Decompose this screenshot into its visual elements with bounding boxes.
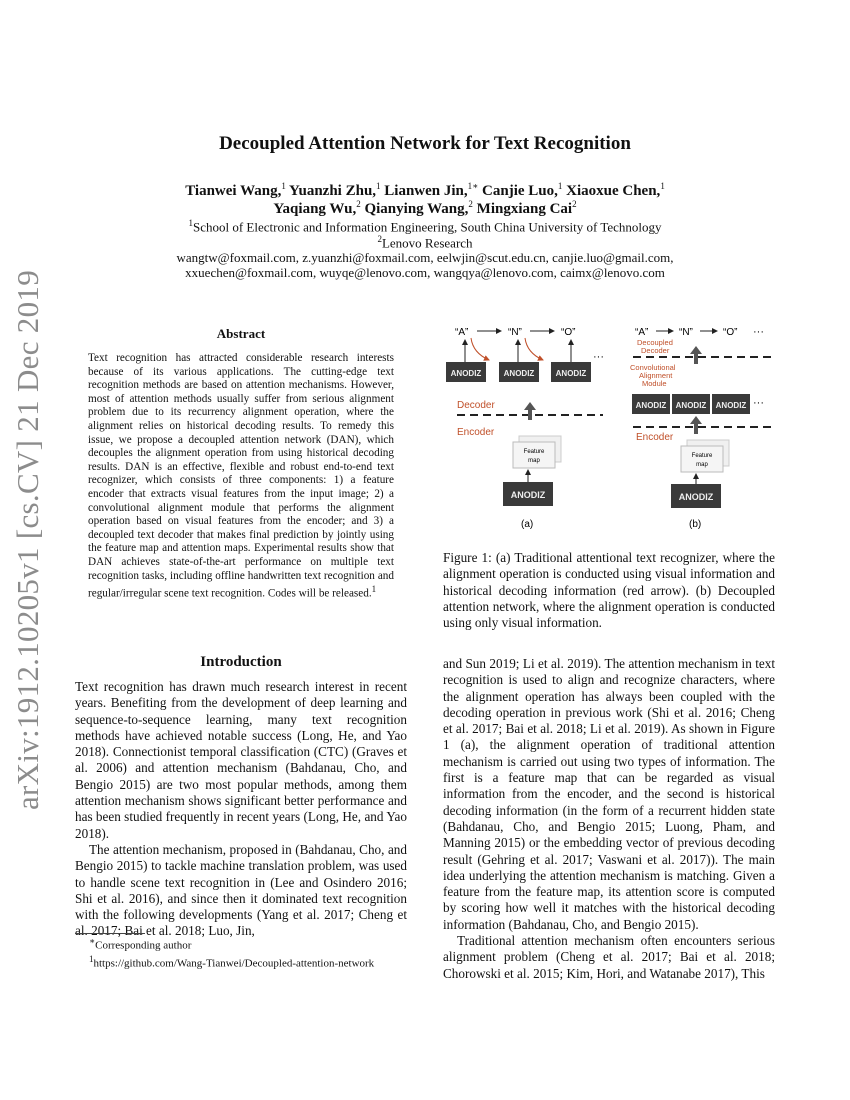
word-image-b1 [632,394,670,414]
panel-b-label: (b) [689,519,702,530]
affiliation-1: $^1$School of Electronic and Information Engineering, South China University of Technology [188,218,662,235]
decoupled-decoder-label-2: Decoder [641,346,670,355]
panel-a [446,327,604,530]
output-a-2: “N” [508,327,522,338]
intro-paragraph-2: The attention mechanism, proposed in (Bahdanau, Cho, and Bengio 2015) to tackle machine translation problem, was used to handle scene text recognition in (Lee and Osindero 2016; Shi et al. 2016), and since then it dominated text recognition with the following developments (Yang et al. 2017; Cheng et al. 2017; Bai et al. 2018; Luo, Jin, [75,841,407,939]
feature-map-b [681,440,729,472]
svg-text:map: map [696,462,708,468]
right-paragraph-2: Traditional attention mechanism often encounters serious alignment problem (Cheng et al. 2017; Bai et al. 2018; Chorowski et al. 2015; Kim, Hori, and Watanabe 2017), This [443,933,775,981]
output-a-3: “O” [561,327,576,338]
output-a-1: “A” [455,327,469,338]
encoder-label: Encoder [457,427,495,438]
svg-text:ANODIZ: ANODIZ [555,369,587,378]
author-line-1: Tianwei Wang,$^1$ Yuanzhi Zhu,$^1$ Lianwen Jin,$^{1∗}$ Canjie Luo,$^1$ Xiaoxue Chen,$^1$ [185,181,665,199]
word-image-a-input [503,482,553,506]
abstract-text: Text recognition has attracted considerable research interests because of its various applications. The cutting-edge text recognition methods are based on attention mechanisms. However, most of attention methods usually suffer from serious alignment problem due to its recurrency alignment operation, where the alignment relies on historical decoding results. To remedy this issue, we propose a decoupled attention network (DAN), which decouples the alignment operation from using historical decoding results. DAN is an effective, flexible and robust end-to-end text recognizer, which consists of three components: 1) a feature encoder that extracts visual features from the input image; 2) a convolutional alignment module that performs the alignment operation based on visual features from the encoder; and 3) a decoupled text decoder that makes final prediction by jointly using the feature map and attention maps. Experimental results show that DAN achieves state-of-the-art performance on multiple text recognition tasks, including offline handwritten text recognition and regular/irregular scene text recognition. Codes will be released.$^1$ [88,352,394,600]
svg-text:ANODIZ: ANODIZ [503,369,535,378]
cam-label-3: Module [642,379,667,388]
svg-text:ANODIZ: ANODIZ [675,401,707,410]
output-b-3: “O” [723,327,738,338]
footnotes [75,935,407,971]
panel-a-label: (a) [521,519,534,530]
panel-b [630,326,773,530]
ellipsis-b-top: ··· [753,326,764,338]
figure-1 [443,318,783,543]
svg-text:ANODIZ: ANODIZ [678,492,714,502]
svg-text:Feature: Feature [523,449,545,455]
word-image-a1 [446,362,486,382]
svg-text:Feature: Feature [691,453,713,459]
affiliation-2: $^2$Lenovo Research [377,234,473,251]
ellipsis-b: ··· [753,397,764,409]
decoder-label: Decoder [457,400,495,411]
svg-text:ANODIZ: ANODIZ [715,401,747,410]
abstract-heading: Abstract [216,326,266,341]
cam-label-2: Alignment [639,371,673,380]
output-b-1: “A” [635,327,649,338]
footnote-2: $^1$https://github.com/Wang-Tianwei/Decoupled-attention-network [89,954,375,970]
svg-text:ANODIZ: ANODIZ [510,490,546,500]
footnote-rule [75,933,145,934]
emails-line-1: wangtw@foxmail.com, z.yuanzhi@foxmail.com, eelwjin@scut.edu.cn, canjie.luo@gmail.com, [176,250,674,265]
ellipsis-a: ··· [593,351,604,363]
footnote-1: ∗Corresponding author [89,936,192,952]
output-b-2: “N” [679,327,693,338]
introduction-left-column [75,679,407,940]
introduction-heading: Introduction [200,654,282,670]
paper-title: Decoupled Attention Network for Text Recognition [219,133,631,154]
introduction-right-column [443,656,775,982]
figure-1-diagram [443,318,783,543]
svg-text:ANODIZ: ANODIZ [635,401,667,410]
svg-text:ANODIZ: ANODIZ [450,369,482,378]
intro-paragraph-1: Text recognition has drawn much research interest in recent years. Benefiting from the development of deep learning and sequence-to-sequence learning, many text recognition methods have achieved notable success (Long, He, and Yao 2018). Connectionist temporal classification (CTC) (Graves et al. 2006) and attention mechanism (Bahdanau, Cho, and Bengio 2015) are two most popular methods, among them attention mechanism shows significant better performance and has been studied frequently in recent years (Long, He, and Yao 2018). [75,679,407,841]
emails-line-2: xxuechen@foxmail.com, wuyqe@lenovo.com, wangqya@lenovo.com, caimx@lenovo.com [185,265,665,280]
arxiv-stamp: arXiv:1912.10205v1 [cs.CV] 21 Dec 2019 [10,269,45,811]
word-image-b-input [671,484,721,508]
decoupled-decoder-label-1: Decoupled [637,338,673,347]
word-image-b2 [672,394,710,414]
right-paragraph-1: and Sun 2019; Li et al. 2019). The attention mechanism in text recognition is used to align and recognize characters, where the alignment operation has always been coupled with the decoding operation in previous work (Shi et al. 2016; Cheng et al. 2017; Bai et al. 2018; Li et al. 2019). As shown in Figure 1 (a), the alignment operation of traditional attention mechanism is carried out using two types of information. The first is a feature map that can be regarded as visual information from the encoder, and the second is historical decoding information (in the form of a recurrent hidden state (Bahdanau, Cho, and Bengio 2015; Luong, Pham, and Manning 2015) or the embedding vector of previous decoding result (Gehring et al. 2017; Vaswani et al. 2017)). The main idea underlying the attention mechanism is matching. Given a feature from the feature map, its attention score is computed by scoring how well it matches with the historical decoding information (Bahdanau, Cho, and Bengio 2015). [443,656,775,932]
cam-label-1: Convolutional [630,363,676,372]
word-image-b3 [712,394,750,414]
svg-text:map: map [528,458,540,464]
feature-map-a [513,436,561,468]
encoder-label-b: Encoder [636,432,674,443]
author-line-2: Yaqiang Wu,$^2$ Qianying Wang,$^2$ Mingxiang Cai$^2$ [273,199,577,217]
word-image-a3 [551,362,591,382]
figure-1-caption: Figure 1: (a) Traditional attentional text recognizer, where the alignment operation is conducted using visual information and historical decoding information (red arrow). (b) Decoupled attention network, where the alignment operation is conducted using only visual information. [443,550,775,631]
word-image-a2 [499,362,539,382]
